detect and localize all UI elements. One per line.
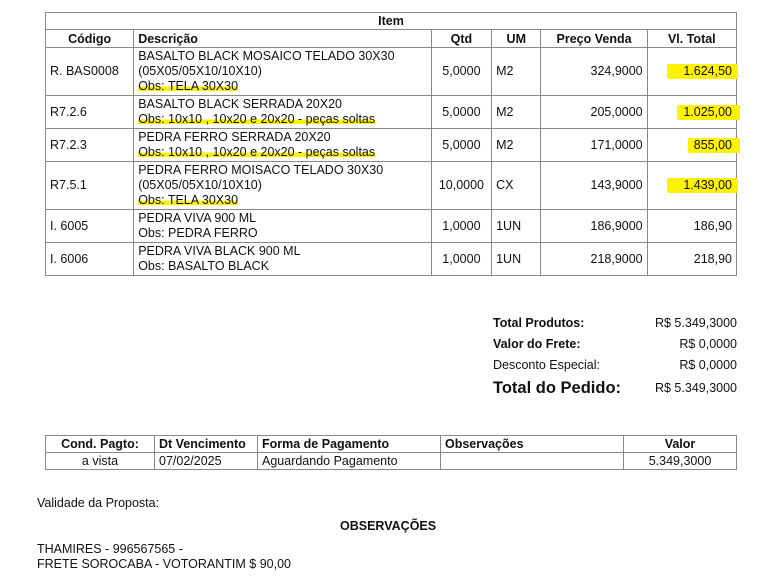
observacoes-title: OBSERVAÇÕES bbox=[340, 519, 437, 533]
item-obs: Obs: 10x10 , 10x20 e 20x20 - peças soltas bbox=[138, 145, 376, 159]
col-header-dt-vencimento: Dt Vencimento bbox=[155, 436, 258, 453]
item-description bbox=[134, 48, 432, 96]
total-produtos-value: R$ 5.349,3000 bbox=[654, 316, 737, 330]
item-um: M2 bbox=[492, 96, 541, 129]
totals-block bbox=[493, 316, 743, 403]
item-preco: 205,0000 bbox=[541, 96, 647, 129]
payment-header-row bbox=[46, 436, 737, 453]
item-obs: Obs: PEDRA FERRO bbox=[138, 226, 258, 240]
item-qtd: 1,0000 bbox=[431, 243, 491, 276]
table-row bbox=[46, 129, 737, 162]
cond-pagto-value: a vista bbox=[46, 453, 155, 470]
payment-table bbox=[45, 435, 737, 470]
item-desc-line: PEDRA FERRO SERRADA 20X20 bbox=[138, 130, 331, 144]
item-obs: Obs: BASALTO BLACK bbox=[138, 259, 270, 273]
col-header-forma-pagamento: Forma de Pagamento bbox=[258, 436, 441, 453]
col-header-observacoes: Observações bbox=[441, 436, 624, 453]
item-description bbox=[134, 129, 432, 162]
item-obs: Obs: 10x10 , 10x20 e 20x20 - peças soltas bbox=[138, 112, 376, 126]
item-qtd: 10,0000 bbox=[431, 162, 491, 210]
item-code: R7.5.1 bbox=[46, 162, 134, 210]
item-um: M2 bbox=[492, 129, 541, 162]
table-row bbox=[46, 210, 737, 243]
item-qtd: 1,0000 bbox=[431, 210, 491, 243]
item-total: 186,90 bbox=[647, 210, 736, 243]
desconto-especial-value: R$ 0,0000 bbox=[679, 358, 737, 372]
total-pedido-value: R$ 5.349,3000 bbox=[654, 381, 737, 395]
item-total-value: 1.624,50 bbox=[667, 64, 738, 79]
col-header-qtd: Qtd bbox=[431, 30, 491, 48]
table-row bbox=[46, 48, 737, 96]
item-preco: 324,9000 bbox=[541, 48, 647, 96]
item-code: I. 6005 bbox=[46, 210, 134, 243]
item-qtd: 5,0000 bbox=[431, 96, 491, 129]
total-produtos-label: Total Produtos: bbox=[493, 316, 585, 330]
observacoes-line-2: FRETE SOROCABA - VOTORANTIM $ 90,00 bbox=[37, 557, 291, 571]
item-qtd: 5,0000 bbox=[431, 129, 491, 162]
col-header-valor: Valor bbox=[624, 436, 737, 453]
item-preco: 218,9000 bbox=[541, 243, 647, 276]
item-description bbox=[134, 210, 432, 243]
item-code: R. BAS0008 bbox=[46, 48, 134, 96]
col-header-cond-pagto: Cond. Pagto: bbox=[46, 436, 155, 453]
valor-frete-label: Valor do Frete: bbox=[493, 337, 581, 351]
item-preco: 171,0000 bbox=[541, 129, 647, 162]
dt-vencimento-value: 07/02/2025 bbox=[155, 453, 258, 470]
col-header-descricao: Descrição bbox=[134, 30, 432, 48]
items-group-header-row bbox=[46, 13, 737, 30]
items-table bbox=[45, 12, 737, 276]
col-header-vl-total: Vl. Total bbox=[647, 30, 736, 48]
item-desc-line: (05X05/05X10/10X10) bbox=[138, 178, 262, 192]
item-um: CX bbox=[492, 162, 541, 210]
item-total: 218,90 bbox=[647, 243, 736, 276]
validade-proposta-label: Validade da Proposta: bbox=[37, 496, 160, 510]
item-total bbox=[647, 162, 736, 210]
item-preco: 143,9000 bbox=[541, 162, 647, 210]
item-um: 1UN bbox=[492, 210, 541, 243]
item-desc-line: PEDRA VIVA BLACK 900 ML bbox=[138, 244, 301, 258]
item-code: I. 6006 bbox=[46, 243, 134, 276]
item-code: R7.2.6 bbox=[46, 96, 134, 129]
valor-frete-value: R$ 0,0000 bbox=[679, 337, 737, 351]
item-total-value: 855,00 bbox=[688, 138, 740, 153]
item-total bbox=[647, 129, 736, 162]
item-um: M2 bbox=[492, 48, 541, 96]
observacoes-value bbox=[441, 453, 624, 470]
items-group-header: Item bbox=[46, 13, 737, 30]
item-desc-line: PEDRA FERRO MOISACO TELADO 30X30 bbox=[138, 163, 384, 177]
item-obs: Obs: TELA 30X30 bbox=[138, 79, 239, 93]
table-row bbox=[46, 96, 737, 129]
item-desc-line: BASALTO BLACK SERRADA 20X20 bbox=[138, 97, 342, 111]
item-description bbox=[134, 96, 432, 129]
item-description bbox=[134, 162, 432, 210]
item-desc-line: (05X05/05X10/10X10) bbox=[138, 64, 262, 78]
item-total-value: 1.025,00 bbox=[677, 105, 740, 120]
item-preco: 186,9000 bbox=[541, 210, 647, 243]
observacoes-line-1: THAMIRES - 996567565 - bbox=[37, 542, 183, 556]
payment-row bbox=[46, 453, 737, 470]
items-column-header-row bbox=[46, 30, 737, 48]
table-row bbox=[46, 243, 737, 276]
item-total bbox=[647, 48, 736, 96]
item-desc-line: PEDRA VIVA 900 ML bbox=[138, 211, 257, 225]
col-header-um: UM bbox=[492, 30, 541, 48]
col-header-preco-venda: Preço Venda bbox=[541, 30, 647, 48]
forma-pagamento-value: Aguardando Pagamento bbox=[258, 453, 441, 470]
item-description bbox=[134, 243, 432, 276]
valor-value: 5.349,3000 bbox=[624, 453, 737, 470]
item-total bbox=[647, 96, 736, 129]
desconto-especial-label: Desconto Especial: bbox=[493, 358, 601, 372]
col-header-codigo: Código bbox=[46, 30, 134, 48]
item-total-value: 1.439,00 bbox=[667, 178, 738, 193]
item-um: 1UN bbox=[492, 243, 541, 276]
table-row bbox=[46, 162, 737, 210]
total-pedido-label: Total do Pedido: bbox=[493, 379, 622, 397]
item-desc-line: BASALTO BLACK MOSAICO TELADO 30X30 bbox=[138, 49, 395, 63]
item-obs: Obs: TELA 30X30 bbox=[138, 193, 239, 207]
item-code: R7.2.3 bbox=[46, 129, 134, 162]
item-qtd: 5,0000 bbox=[431, 48, 491, 96]
